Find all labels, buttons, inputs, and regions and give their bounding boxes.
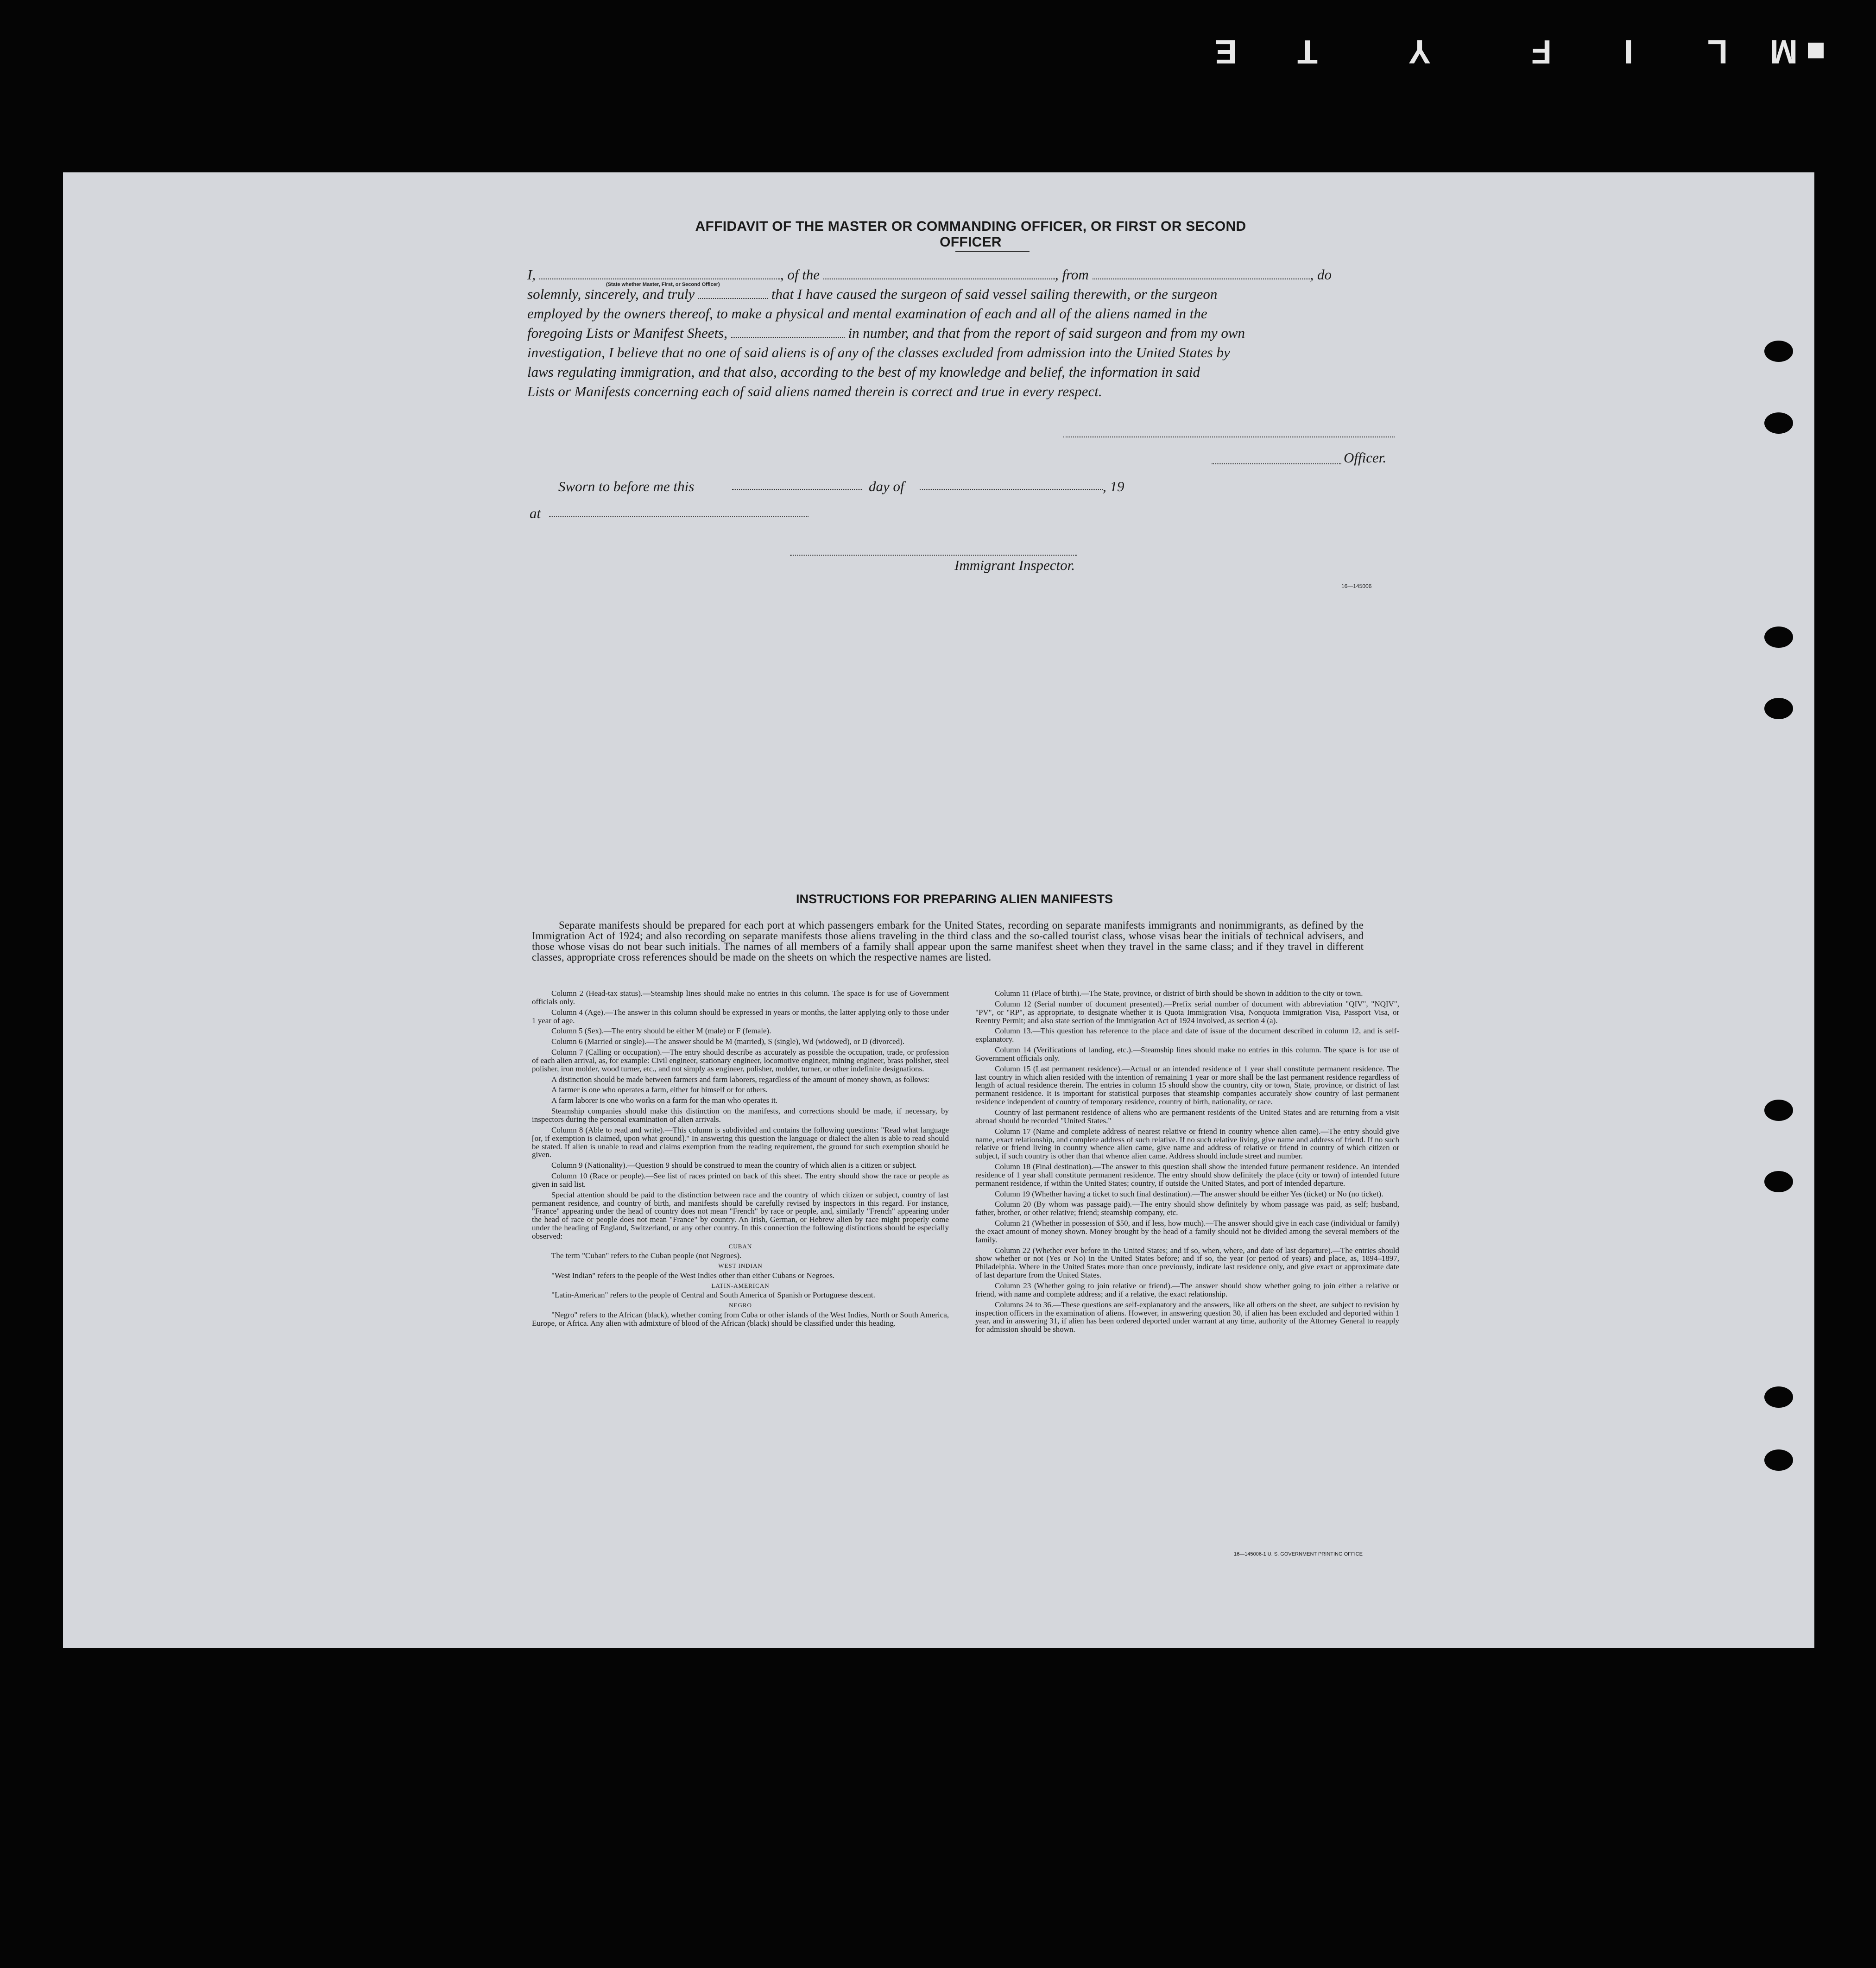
officer-title-line[interactable] [1212, 463, 1341, 464]
punch-hole [1764, 698, 1793, 719]
edge-letter: E [1215, 33, 1238, 70]
instruction-paragraph: Column 23 (Whether going to join relative or friend).—The answer should show whether going to join either a relative or friend, with name and complete address; and if a relative, the exact relationship. [975, 1281, 1399, 1298]
race-heading: LATIN-AMERICAN [711, 1282, 770, 1289]
sworn-day-field[interactable] [732, 489, 862, 490]
sworn-place-field[interactable] [549, 516, 809, 517]
affidavit-line-2 [527, 286, 1398, 303]
solemnly-text: solemnly, sincerely, and truly [527, 286, 695, 302]
race-heading: WEST INDIAN [718, 1262, 763, 1270]
punch-hole [1764, 412, 1793, 434]
instruction-paragraph: Column 20 (By whom was passage paid).—The entry should show definitely by whom passage was paid, as self; husband, father, brother, or other relative; friend; steamship company, etc. [975, 1200, 1399, 1217]
punch-hole [1764, 1386, 1793, 1408]
affidavit-line-3: employed by the owners thereof, to make a physical and mental examination of each and all of the aliens named in the [527, 305, 1207, 322]
rank-field-note: (State whether Master, First, or Second Officer) [606, 282, 720, 287]
port-from-field[interactable] [1093, 270, 1310, 279]
instruction-paragraph: A farmer is one who operates a farm, either for himself or for others. [551, 1085, 768, 1095]
sworn-month-field[interactable] [920, 489, 1103, 490]
instruction-paragraph: Column 9 (Nationality).—Question 9 should be construed to mean the country of which alien is a citizen or subject. [551, 1161, 917, 1170]
edge-square-mark [1808, 43, 1824, 58]
race-definition: "West Indian" refers to the people of the West Indies other than either Cubans or Negroes. [551, 1271, 835, 1280]
instruction-paragraph: Columns 24 to 36.—These questions are self-explanatory and the answers, like all others on the sheet, are subject to revision by inspection officers in the examination of aliens. However, in answering question 30, if alien has been excluded and deported within 1 year, and in answering 31, if alien has been ordered deported under warrant at any time, authority of the Attorney General to reapply for admission should be shown. [975, 1300, 1399, 1334]
edge-letter: F [1531, 33, 1552, 70]
instruction-paragraph: Country of last permanent residence of aliens who are permanent residents of the United States and are returning from a visit abroad should be recorded "United States." [975, 1107, 1399, 1125]
instruction-paragraph: Column 21 (Whether in possession of $50, and if less, how much).—The answer should give in each case (individual or family) the exact amount of money shown. Money brought by the head of a family should not be divided among the several members of the family. [975, 1219, 1399, 1244]
edge-letter: T [1297, 33, 1318, 70]
officer-rank-field[interactable] [539, 270, 780, 279]
instruction-paragraph: Steamship companies should make this distinction on the manifests, and corrections should be made, if necessary, by inspectors during the personal examination of alien arrivals. [532, 1107, 949, 1124]
edge-letter: M [1770, 33, 1798, 70]
affidavit-text: that I have caused the surgeon of said vessel sailing therewith, or the surgeon [771, 286, 1218, 302]
number-of-sheets-field[interactable] [731, 329, 845, 338]
affidavit-line-4 [527, 325, 1398, 342]
affidavit-line-7: Lists or Manifests concerning each of said aliens named therein is correct and true in every respect. [527, 383, 1102, 399]
race-heading: CUBAN [728, 1242, 752, 1250]
punch-hole [1764, 1100, 1793, 1121]
instruction-paragraph: Column 4 (Age).—The answer in this column should be expressed in years or months, the latter applying only to those under 1 year of age. [532, 1007, 949, 1025]
title-rule [955, 251, 1030, 252]
race-definition: The term "Cuban" refers to the Cuban people (not Negroes). [551, 1251, 742, 1260]
inspector-label: Immigrant Inspector. [954, 557, 1075, 573]
printing-office-imprint: 16—145006-1 U. S. GOVERNMENT PRINTING OFFICE [1234, 1551, 1363, 1557]
swear-affirm-field[interactable] [698, 290, 768, 299]
instruction-paragraph: Column 22 (Whether ever before in the United States; and if so, when, where, and date of last departure).—The entries should show whether or not (Yes or No) in the United States before; and if so, the year (or period of years) and place, as, 1894–1897, Philadelphia. Where in the United States more than once previously, indicate last residence only, and give exact or approximate date of last departure from the United States. [975, 1246, 1399, 1280]
instruction-paragraph: A farm laborer is one who works on a farm for the man who operates it. [551, 1096, 778, 1105]
instruction-paragraph: Column 13.—This question has reference to the place and date of issue of the document described in column 12, and is self-explanatory. [975, 1026, 1399, 1044]
affidavit-text: foregoing Lists or Manifest Sheets, [527, 325, 727, 341]
instruction-paragraph: Column 8 (Able to read and write).—This column is subdivided and contains the following questions: "Read what language [or, if exemption is claimed, upon what ground]." In answering this question the language or dialect the alien is able to read should be stated. If alien is unable to read and claims exemption from the reading requirement, the ground for such exemption should be given. [532, 1125, 949, 1159]
instructions-right-column [975, 989, 1399, 1336]
vessel-name-field[interactable] [823, 270, 1055, 279]
punch-hole [1764, 341, 1793, 362]
instruction-paragraph: Column 2 (Head-tax status).—Steamship lines should make no entries in this column. The space is for use of Government officials only. [532, 989, 949, 1006]
year-label: , 19 [1103, 478, 1124, 494]
punch-hole [1764, 626, 1793, 648]
affidavit-line-6: laws regulating immigration, and that also, according to the best of my knowledge and belief, the information in said [527, 364, 1200, 380]
at-label: at [530, 505, 541, 521]
edge-letter: Y [1409, 33, 1431, 70]
race-definition: "Negro" refers to the African (black), whether coming from Cuba or other islands of the West Indies, North or South America, Europe, or Africa. Any alien with admixture of blood of the African (black) should be classified under this heading. [532, 1310, 949, 1328]
affidavit-i: I, [527, 266, 536, 283]
from-label: , from [1055, 266, 1089, 283]
instructions-left-column [532, 989, 949, 1330]
instruction-paragraph: Column 12 (Serial number of document presented).—Prefix serial number of document with abbreviation "QIV", "NQIV", "PV", or "RP", as appropriate, to designate whether it is Quota Immigration Visa, Nonquota Immigration Visa, Passport Visa, or Reentry Permit; and also state section of the Immigration Act of 1924 involved, as section 4 (a). [975, 999, 1399, 1025]
affidavit-line-5: investigation, I believe that no one of said aliens is of any of the classes excluded from admission into the United States by [527, 344, 1230, 361]
instruction-paragraph: Column 10 (Race or people).—See list of races printed on back of this sheet. The entry should show the race or people as given in said list. [532, 1171, 949, 1189]
punch-hole [1764, 1449, 1793, 1471]
form-number: 16—145006 [1341, 583, 1372, 589]
instructions-intro: Separate manifests should be prepared for each port at which passengers embark for the United States, recording on separate manifests immigrants and nonimmigrants, as defined by the Immigration Act of 1924; and also recording on separate manifests those aliens traveling in the third class and the so-called tourist class, whose visas bear the initials of technical advisers, and those whose visas do not bear such initials. The names of all members of a family shall appear upon the same manifest sheet when they travel in the same class; and if they travel in different classes, appropriate cross references should be made on the sheets on which the respective names are listed. [532, 919, 1364, 963]
instruction-paragraph: Column 14 (Verifications of landing, etc.).—Steamship lines should make no entries in this column. The space is for use of Government officials only. [975, 1045, 1399, 1063]
instruction-paragraph: Column 19 (Whether having a ticket to such final destination).—The answer should be either Yes (ticket) or No (no ticket). [995, 1189, 1383, 1198]
instruction-paragraph: Special attention should be paid to the distinction between race and the country of which citizen or subject, country of last permanent residence, and country of birth, and manifests should be carefully revised by inspectors in this regard. For instance, "France" appearing under the head of country does not mean "French" by race or people, and, similarly "French" appearing under the head of race or people does not mean "France" by country. An Irish, German, or Hebrew alien by race might properly come under the heading of England, Switzerland, or any other country. In this connection the following distinctions should be especially observed: [532, 1190, 949, 1240]
race-heading: NEGRO [729, 1302, 752, 1309]
punch-hole [1764, 1171, 1793, 1192]
instruction-paragraph: Column 7 (Calling or occupation).—The entry should describe as accurately as possible the occupation, trade, or profession of each alien arrival, as, for example: Civil engineer, stationary engineer, locomotive engineer, mining engineer, brass polisher, steel polisher, iron molder, wood turner, etc., and not simply as engineer, polisher, molder, turner, or other indefinite designations. [532, 1048, 949, 1073]
instruction-paragraph: Column 15 (Last permanent residence).—Actual or an intended residence of 1 year shall constitute permanent residence. The last country in which alien resided with the intention of remaining 1 year or more shall be the last permanent residence regardless of length of actual residence therein. The entries in column 15 should show the country, city or town, State, province, or district of last permanent residence. It is important for statistical purposes that steamship companies accurately show country of last permanent residence independent of country of temporary residence, country of birth, nationality, or race. [975, 1064, 1399, 1107]
inspector-signature-line[interactable] [790, 555, 1077, 556]
of-the-label: , of the [780, 266, 820, 283]
do-label: , do [1310, 266, 1332, 283]
instructions-title: INSTRUCTIONS FOR PREPARING ALIEN MANIFESTS [796, 892, 1113, 906]
instruction-paragraph: Column 11 (Place of birth).—The State, province, or district of birth should be shown in addition to the city or town. [995, 989, 1363, 998]
affidavit-line-1 [527, 266, 1398, 283]
instruction-paragraph: Column 18 (Final destination).—The answer to this question shall show the intended future permanent residence. An intended residence of 1 year shall constitute permanent residence. The entry should show definitely the place (city or town) of intended future permanent residence, if within the United States; country, if outside the United States, and port of intended departure. [975, 1162, 1399, 1188]
officer-label: Officer. [1344, 449, 1387, 466]
race-definition: "Latin-American" refers to the people of Central and South America of Spanish or Portuguese descent. [551, 1291, 875, 1300]
affidavit-title: AFFIDAVIT OF THE MASTER OR COMMANDING OFFICER, OR FIRST OR SECOND OFFICER [695, 219, 1246, 250]
day-of-label: day of [869, 478, 904, 494]
edge-letter: I [1624, 33, 1634, 70]
instruction-paragraph: Column 6 (Married or single).—The answer should be M (married), S (single), Wd (widowed), or D (divorced). [551, 1037, 905, 1046]
instruction-paragraph: Column 5 (Sex).—The entry should be either M (male) or F (female). [551, 1026, 771, 1036]
instruction-paragraph: A distinction should be made between farmers and farm laborers, regardless of the amount of money shown, as follows: [551, 1075, 929, 1084]
instruction-paragraph: Column 17 (Name and complete address of nearest relative or friend in country whence alien came).—The entry should give name, exact relationship, and complete address of such relative. If no such relative living, give name and address of friend. If no such relative or friend living in country whence alien came, give name and address of relative or friend in country of which citizen or subject, if such country is other than that whence alien came. Address should include street and number. [975, 1126, 1399, 1161]
sworn-label: Sworn to before me this [558, 478, 695, 494]
film-edge-code [1214, 32, 1872, 70]
affidavit-text: in number, and that from the report of said surgeon and from my own [848, 325, 1245, 341]
edge-letter: L [1707, 33, 1728, 70]
